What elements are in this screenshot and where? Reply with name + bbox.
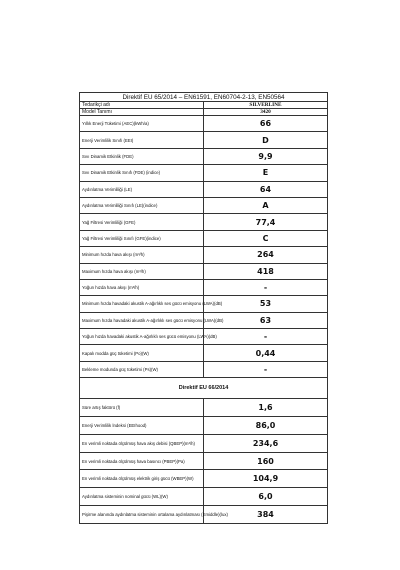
supplier-label: Tedarikçi adı	[80, 102, 204, 109]
row-value: D	[204, 132, 328, 148]
energy-table-body	[80, 93, 328, 524]
row-value: 53	[204, 296, 328, 312]
table-row	[80, 296, 328, 312]
table-row	[80, 279, 328, 295]
table-row	[80, 488, 328, 506]
row-value: -	[204, 329, 328, 345]
row-value: 1,6	[204, 399, 328, 417]
row-value: 63	[204, 312, 328, 328]
table-row	[80, 263, 328, 279]
row-label: Yoğun hızda havadaki akustik A-ağırlıklı ses gücü emisyonu (LWA)(dB)	[80, 329, 204, 345]
row-label: Enerji Verimlilik İndeksi (EEIhood)	[80, 417, 204, 435]
row-label: Sıvı Dinamik Etkinlik Sınıfı (FDE) (indice)	[80, 165, 204, 181]
table-row	[80, 417, 328, 435]
row-value: -	[204, 361, 328, 377]
table-row	[80, 506, 328, 524]
table-row	[80, 148, 328, 164]
row-label: En verimli noktada ölçülmüş elektrik giriş gücü (WBEP)(W)	[80, 470, 204, 488]
row-value: 86,0	[204, 417, 328, 435]
row-label: Enerji Verimlilik Sınıfı (EEI)	[80, 132, 204, 148]
row-label: Maximum hızda hava akışı (m³/h)	[80, 263, 204, 279]
table-row	[80, 361, 328, 377]
row-value: C	[204, 230, 328, 246]
table-row	[80, 116, 328, 132]
row-value: 6,0	[204, 488, 328, 506]
table-row	[80, 214, 328, 230]
row-value: 77,4	[204, 214, 328, 230]
supplier-value: SILVERLINE	[204, 102, 328, 109]
row-label: Sıvı Dinamik Etkinlik (FDE)	[80, 148, 204, 164]
table-row	[80, 434, 328, 452]
row-value: 104,9	[204, 470, 328, 488]
table-row	[80, 345, 328, 361]
table-row	[80, 132, 328, 148]
row-label: Aydınlatma Verimliliği (LE)	[80, 181, 204, 197]
row-value: A	[204, 197, 328, 213]
table-row	[80, 312, 328, 328]
row-label: En verimli noktada ölçülmüş hava akış debisi (QBEP)(m³/h)	[80, 434, 204, 452]
row-label: Aydınlatma Verimliliği Sınıfı (LE)(indice)	[80, 197, 204, 213]
energy-label-sheet	[79, 92, 328, 524]
row-label: Pişirme alanında aydınlatma sisteminin ortalama aydınlatması (Emiddle)(lux)	[80, 506, 204, 524]
model-label: Model Tanımı	[80, 109, 204, 116]
model-value: 3420	[204, 109, 328, 116]
row-label: Yağ Filtresi Verimliliği (GFE)	[80, 214, 204, 230]
row-label: Yağ Filtresi Verimliliği Sınıfı (GFE)(indice)	[80, 230, 204, 246]
row-label: Minimum hızda hava akışı (m³/h)	[80, 247, 204, 263]
section-row	[80, 378, 328, 399]
table-row	[80, 470, 328, 488]
directive-title: Direktif EU 65/2014 – EN61591, EN60704-2-13, EN50564	[80, 93, 328, 102]
row-value: 234,6	[204, 434, 328, 452]
table-row	[80, 452, 328, 470]
row-value: 384	[204, 506, 328, 524]
row-label: Maximum hızda havadaki akustik A-ağırlıklı ses gücü emisyonu (LWA)(dB)	[80, 312, 204, 328]
supplier-row	[80, 102, 328, 109]
row-label: Bekleme modunda güç tüketimi (Ps)(W)	[80, 361, 204, 377]
row-value: E	[204, 165, 328, 181]
row-label: En verimli noktada ölçülmüş hava basıncı (PBEP)(Pa)	[80, 452, 204, 470]
row-value: 66	[204, 116, 328, 132]
table-row	[80, 247, 328, 263]
table-row	[80, 181, 328, 197]
row-value: -	[204, 279, 328, 295]
table-row	[80, 329, 328, 345]
table-row	[80, 165, 328, 181]
row-value: 9,9	[204, 148, 328, 164]
section-title: Direktif EU 66/2014	[80, 378, 328, 399]
table-row	[80, 197, 328, 213]
row-label: Aydınlatma sisteminin nominal gücü (WL)(W)	[80, 488, 204, 506]
row-value: 64	[204, 181, 328, 197]
table-row	[80, 230, 328, 246]
row-label: Süre artış faktörü (f)	[80, 399, 204, 417]
row-value: 0,44	[204, 345, 328, 361]
row-label: Yıllık Enerji Tüketimi (AEC)(kWh/a)	[80, 116, 204, 132]
title-row	[80, 93, 328, 102]
row-label: Yoğun hızda hava akışı (m³/h)	[80, 279, 204, 295]
row-value: 264	[204, 247, 328, 263]
model-row	[80, 109, 328, 116]
row-label: Kapalı modda güç tüketimi (Po)(W)	[80, 345, 204, 361]
energy-table	[79, 92, 328, 524]
row-value: 160	[204, 452, 328, 470]
row-value: 418	[204, 263, 328, 279]
table-row	[80, 399, 328, 417]
row-label: Minimum hızda havadaki akustik A-ağırlıklı ses gücü emisyonu (LWA)(dB)	[80, 296, 204, 312]
